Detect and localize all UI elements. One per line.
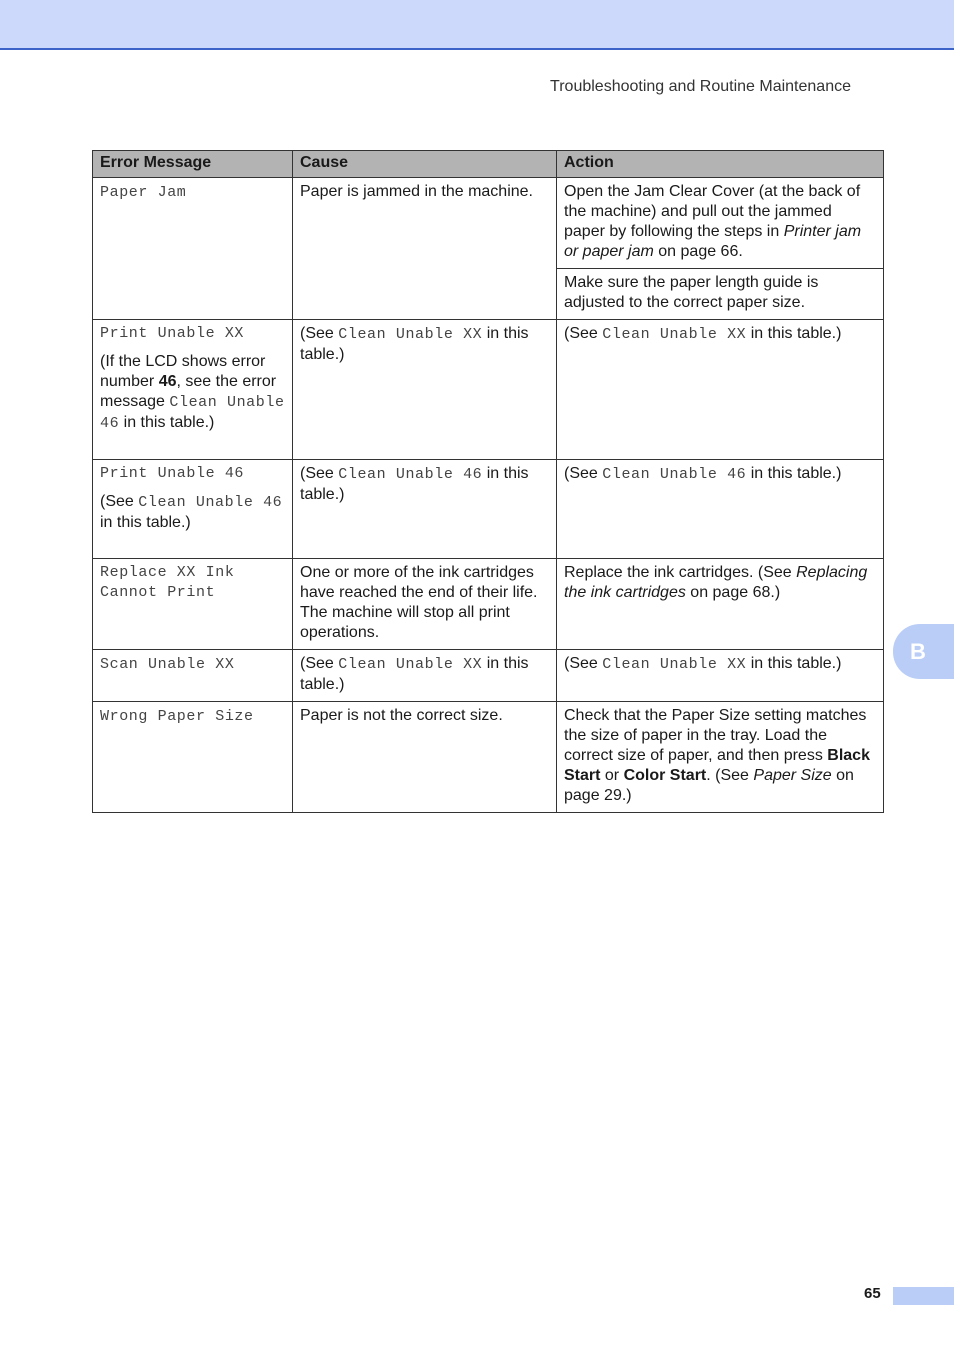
appendix-tab xyxy=(893,624,954,679)
cause-cell xyxy=(293,650,557,702)
action-text: Make sure the paper length guide is adjusted to the correct paper size. xyxy=(564,274,819,311)
action-cell xyxy=(557,269,884,320)
action-text: in this table.) xyxy=(746,655,842,672)
cause-code: Clean Unable XX xyxy=(338,326,483,343)
action-text: on page 29.) xyxy=(564,767,854,804)
action-text: . (See xyxy=(706,767,754,784)
action-text: on page 66. xyxy=(653,243,743,260)
action-cell xyxy=(557,320,884,460)
error-code: Print Unable 46 xyxy=(100,465,245,482)
error-cell xyxy=(93,702,293,813)
cause-cell xyxy=(293,559,557,650)
column-header-cause: Cause xyxy=(293,151,557,178)
table-row xyxy=(93,702,884,813)
cause-code: Clean Unable XX xyxy=(338,656,483,673)
action-text: (See xyxy=(564,325,603,342)
error-cell xyxy=(93,650,293,702)
action-text: on page 68.) xyxy=(685,584,781,601)
action-text: in this table.) xyxy=(746,465,842,482)
page-reference: Replacing the ink cartridges xyxy=(564,564,868,601)
cause-cell xyxy=(293,178,557,320)
error-cell xyxy=(93,178,293,320)
action-cell xyxy=(557,460,884,559)
error-code: Replace XX Ink xyxy=(100,564,235,581)
cause-text: in this table.) xyxy=(300,465,529,503)
action-text: in this table.) xyxy=(746,325,842,342)
action-cell xyxy=(557,702,884,813)
column-header-error-message: Error Message xyxy=(93,151,293,178)
action-cell xyxy=(557,650,884,702)
action-text: (See xyxy=(564,655,603,672)
button-name-color-start: Color Start xyxy=(623,767,707,784)
note-text: (If the LCD shows error number xyxy=(100,353,266,390)
action-cell xyxy=(557,559,884,650)
table-header-row xyxy=(93,151,884,178)
running-head-title: Troubleshooting and Routine Maintenance xyxy=(550,78,851,95)
error-note xyxy=(100,352,285,434)
cause-cell xyxy=(293,702,557,813)
action-cell xyxy=(557,178,884,269)
cause-text: in this table.) xyxy=(300,325,529,363)
error-cell xyxy=(93,460,293,559)
error-code: Cannot Print xyxy=(100,584,216,601)
cause-text: (See xyxy=(300,465,339,482)
action-text: Open the Jam Clear Cover (at the back of the machine) and pull out the jammed paper by following the steps in xyxy=(564,183,861,240)
cause-cell xyxy=(293,460,557,559)
table-row xyxy=(93,559,884,650)
note-code: Clean Unable 46 xyxy=(100,394,285,432)
cause-text: (See xyxy=(300,655,339,672)
error-message-table xyxy=(92,150,884,813)
note-text: in this table.) xyxy=(100,514,191,531)
footer-accent-bar xyxy=(893,1287,954,1305)
error-code: Paper Jam xyxy=(100,184,187,201)
action-text: Replace the ink cartridges. (See xyxy=(564,564,797,581)
cause-cell xyxy=(293,320,557,460)
error-note xyxy=(100,492,285,533)
button-name-black-start: Black Start xyxy=(564,747,870,784)
cause-code: Clean Unable 46 xyxy=(338,466,483,483)
column-header-action: Action xyxy=(557,151,884,178)
action-code: Clean Unable 46 xyxy=(602,466,747,483)
cause-text: Paper is not the correct size. xyxy=(300,707,503,724)
page-number: 65 xyxy=(864,1285,881,1302)
error-code: Wrong Paper Size xyxy=(100,708,254,725)
action-code: Clean Unable XX xyxy=(602,326,747,343)
page-reference: Printer jam or paper jam xyxy=(564,223,862,260)
cause-text: (See xyxy=(300,325,339,342)
top-header-band xyxy=(0,0,954,50)
cause-text: in this table.) xyxy=(300,655,529,693)
action-text: (See xyxy=(564,465,603,482)
table-row xyxy=(93,178,884,269)
error-code: Print Unable XX xyxy=(100,325,245,342)
cause-text: One or more of the ink cartridges have reached the end of their life. The machine will stop all print operations. xyxy=(300,564,538,641)
action-text: Check that the Paper Size setting matches the size of paper in the tray. Load the correct size of paper, and then press xyxy=(564,707,867,764)
table-row xyxy=(93,460,884,559)
note-text: , see the error message xyxy=(100,373,277,410)
cause-text: Paper is jammed in the machine. xyxy=(300,183,533,200)
action-code: Clean Unable XX xyxy=(602,656,747,673)
error-cell xyxy=(93,320,293,460)
note-text: in this table.) xyxy=(119,414,215,431)
page-reference: Paper Size xyxy=(753,767,832,784)
table-row xyxy=(93,320,884,460)
note-text: (See xyxy=(100,493,139,510)
note-code: Clean Unable 46 xyxy=(138,494,283,511)
table-row xyxy=(93,650,884,702)
appendix-tab-letter: B xyxy=(910,638,926,664)
error-cell xyxy=(93,559,293,650)
note-bold-number: 46 xyxy=(158,373,177,390)
error-code: Scan Unable XX xyxy=(100,656,235,673)
action-text: or xyxy=(600,767,624,784)
